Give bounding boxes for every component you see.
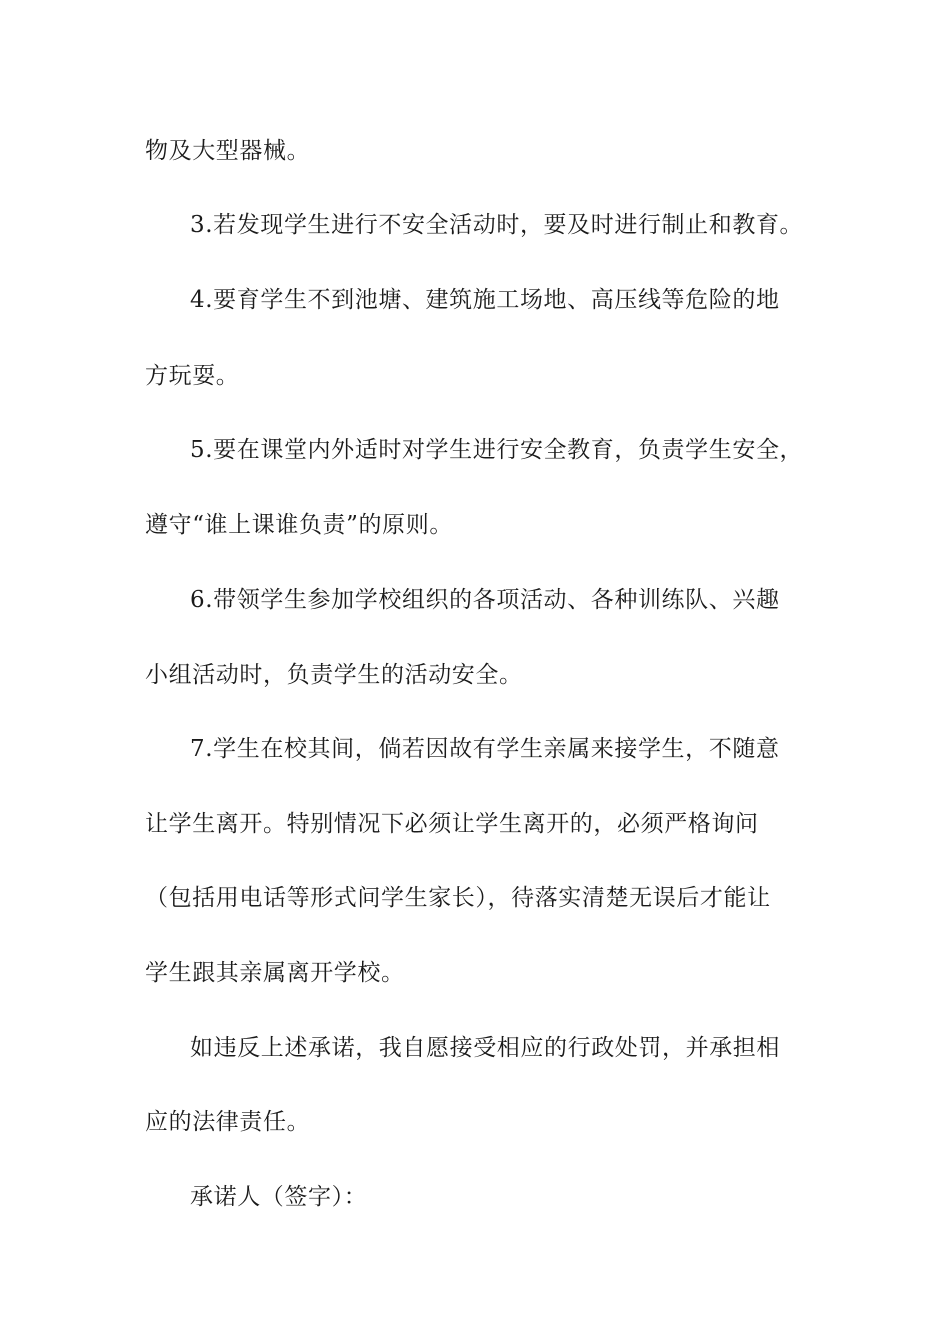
signature-label: 承诺人（签字）： bbox=[190, 1184, 368, 1210]
text-line: 学生跟其亲属离开学校。 bbox=[145, 960, 405, 986]
text-line: （包括用电话等形式问学生家长），待落实清楚无误后才能让 bbox=[145, 885, 771, 911]
item-7-line: 7.学生在校其间，倘若因故有学生亲属来接学生，不随意 bbox=[190, 736, 780, 762]
text-line: 物及大型器械。 bbox=[145, 138, 311, 164]
text-line: 遵守“谁上课谁负责”的原则。 bbox=[145, 512, 453, 538]
text-line: 应的法律责任。 bbox=[145, 1109, 311, 1135]
item-3-line: 3.若发现学生进行不安全活动时，要及时进行制止和教育。 bbox=[190, 212, 804, 238]
text-line: 小组活动时，负责学生的活动安全。 bbox=[145, 662, 523, 688]
text-line: 让学生离开。特别情况下必须让学生离开的，必须严格询问 bbox=[145, 811, 759, 837]
item-6-line: 6.带领学生参加学校组织的各项活动、各种训练队、兴趣 bbox=[190, 587, 780, 613]
item-4-line: 4.要育学生不到池塘、建筑施工场地、高压线等危险的地 bbox=[190, 287, 780, 313]
text-line: 方玩耍。 bbox=[145, 363, 240, 389]
commitment-paragraph-line: 如违反上述承诺，我自愿接受相应的行政处罚，并承担相 bbox=[190, 1035, 780, 1061]
item-5-line: 5.要在课堂内外适时对学生进行安全教育，负责学生安全， bbox=[190, 437, 804, 463]
